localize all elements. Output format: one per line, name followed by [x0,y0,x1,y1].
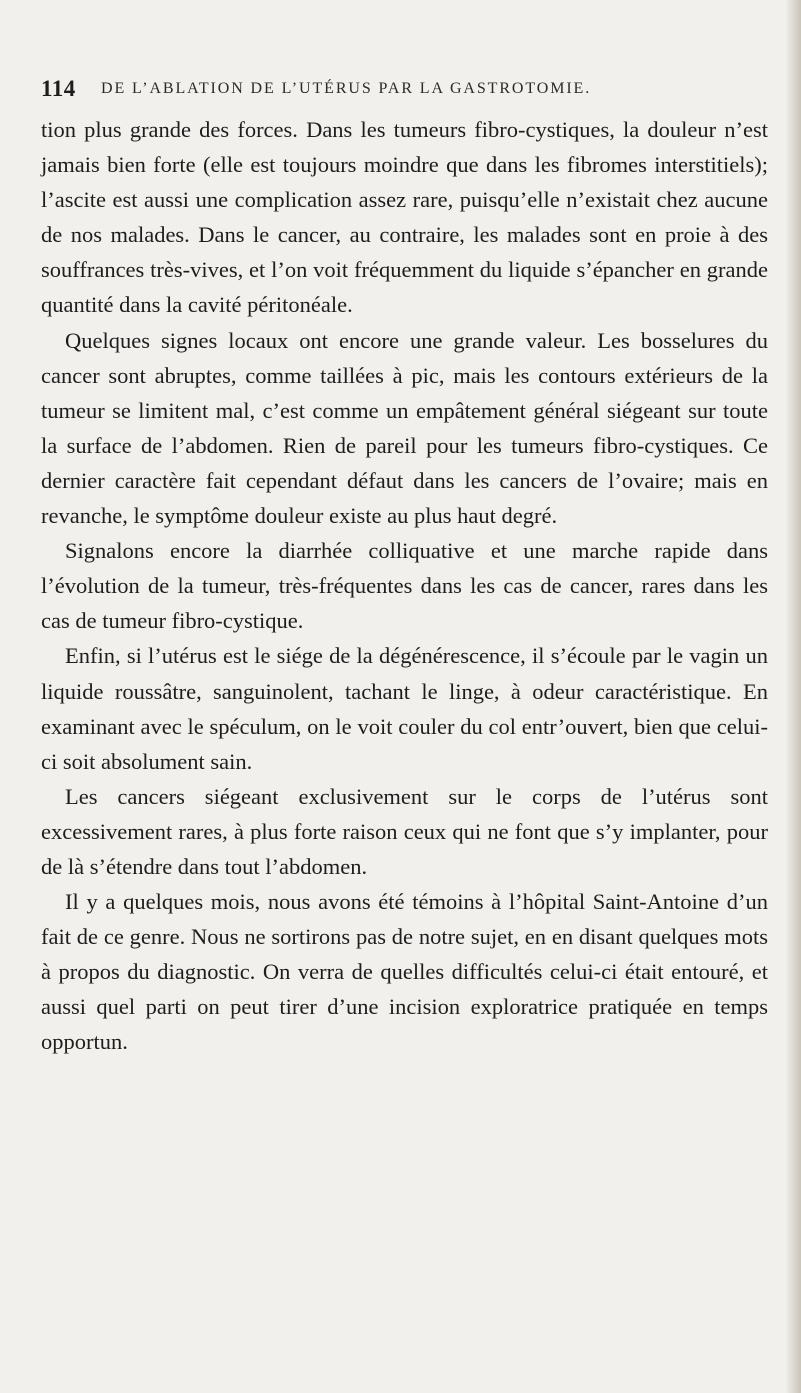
paragraph: Signalons encore la diarrhée colliquative et une marche rapide dans l’évolution de la tumeur, très-fréquentes dans les cas de cancer, rares dans les cas de tumeur fibro-cystique. [41,538,768,634]
paragraph: Quelques signes locaux ont encore une grande valeur. Les bosselures du cancer sont abruptes, comme taillées à pic, mais les contours extérieurs de la tumeur se limitent mal, c’est comme un empâtement général siégeant sur toute la surface de l’abdomen. Rien de pareil pour les tumeurs fibro-cystiques. Ce dernier caractère fait cependant défaut dans les cancers de l’ovaire; mais en revanche, le symptôme douleur existe au plus haut degré. [41,327,768,529]
paragraph: Enfin, si l’utérus est le siége de la dégénérescence, il s’écoule par le vagin un liquide roussâtre, sanguinolent, tachant le linge, à odeur caractéristique. En examinant avec le spéculum, on le voit couler du col entr’ouvert, bien que celui-ci soit absolument sain. [41,643,768,774]
body-text [41,112,768,1060]
paragraph: Il y a quelques mois, nous avons été témoins à l’hôpital Saint-Antoine d’un fait de ce genre. Nous ne sortirons pas de notre sujet, en en disant quelques mots à propos du diagnostic. On verra de quelles difficultés celui-ci était entouré, et aussi quel parti on peut tirer d’une incision exploratrice pratiquée en temps opportun. [41,889,768,1055]
page-number: 114 [41,76,76,101]
paragraph-continuation: tion plus grande des forces. Dans les tumeurs fibro-cystiques, la douleur n’est jamais bien forte (elle est toujours moindre que dans les fibromes interstitiels); l’ascite est aussi une complication assez rare, puisqu’elle n’existait chez aucune de nos malades. Dans le cancer, au contraire, les malades sont en proie à des souffrances très-vives, et l’on voit fréquemment du liquide s’épancher en grande quantité dans la cavité péritonéale. [41,117,768,318]
page-edge-shadow [785,0,801,1393]
running-header [41,76,757,112]
running-title: DE L’ABLATION DE L’UTÉRUS PAR LA GASTROTOMIE. [101,80,592,97]
paragraph: Les cancers siégeant exclusivement sur le corps de l’utérus sont excessivement rares, à plus forte raison ceux qui ne font que s’y implanter, pour de là s’étendre dans tout l’abdomen. [41,783,768,879]
